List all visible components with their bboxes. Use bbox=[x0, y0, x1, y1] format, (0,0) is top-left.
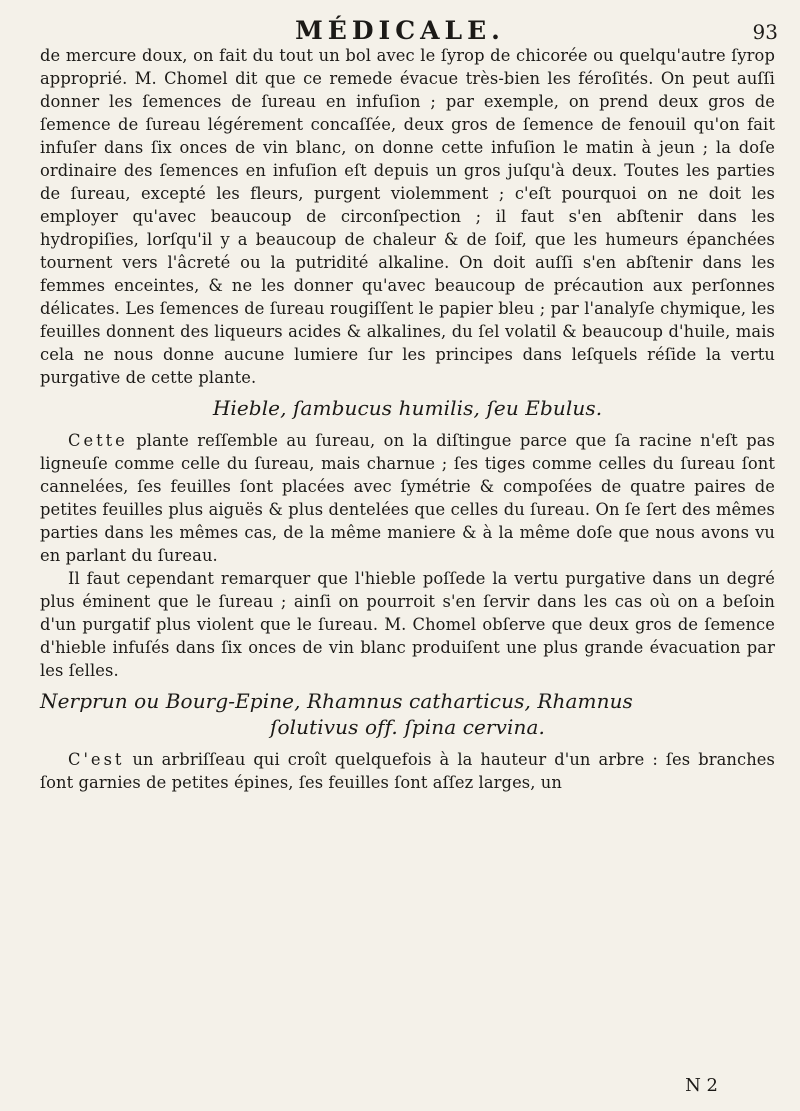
paragraph-body: un arbriſſeau qui croît quelquefois à la hauteur d'un arbre : ſes branches ſont garnies de petites épines, ſes feuilles ſont aſſez larges, un bbox=[40, 750, 775, 792]
paragraph-body: plante reſſemble au ſureau, on la diſtingue parce que ſa racine n'eſt pas ligneuſe comme celle du ſureau, mais charnue ; ſes tiges comme celles du ſureau ſont cannelées, ſes feuilles ſont placées avec ſymétrie & compoſées de quatre paires de petites feuilles plus aiguës & plus dentelées que celles du ſureau. On ſe ſert des mêmes parties dans les mêmes cas, de la même maniere & à la même doſe que nous avons vu en parlant du ſureau. bbox=[40, 431, 775, 565]
paragraph-nerprun-1 bbox=[40, 748, 775, 794]
section-heading-nerprun bbox=[40, 688, 775, 740]
running-title: MÉDICALE. bbox=[295, 16, 505, 45]
paragraph-hieble-1 bbox=[40, 429, 775, 567]
body-text bbox=[40, 44, 775, 794]
paragraph-hieble-2: Il faut cependant remarquer que l'hieble poſſede la vertu purgative dans un degré plus éminent que le ſureau ; ainſi on pourroit s'en ſervir dans les cas où on a beſoin d'un purgatif plus violent que le ſureau. M. Chomel obſerve que deux gros de ſemence d'hieble infuſés dans ſix onces de vin blanc produiſent une plus grande évacuation par les ſelles. bbox=[40, 569, 775, 680]
paragraph-lead: C'est bbox=[68, 750, 125, 769]
paragraph-continued: de mercure doux, on fait du tout un bol avec le ſyrop de chicorée ou quelqu'autre ſyrop approprié. M. Chomel dit que ce remede évacue très-bien les féroſités. On peut auſſi donner les ſemences de ſureau en infuſion ; par exemple, on prend deux gros de ſemence de ſureau légérement concaſſée, deux gros de ſemence de fenouil qu'on fait infuſer dans ſix onces de vin blanc, on donne cette infuſion le matin à jeun ; la doſe ordinaire des ſemences en infuſion eſt depuis un gros juſqu'à deux. Toutes les parties de ſureau, excepté les fleurs, purgent violemment ; c'eſt pourquoi on ne doit les employer qu'avec beaucoup de circonſpection ; il faut s'en abſtenir dans les hydropiſies, lorſqu'il y a beaucoup de chaleur & de ſoif, que les humeurs épanchées tournent vers l'âcreté ou la putridité alkaline. On doit auſſi s'en abſtenir dans les femmes enceintes, & ne les donner qu'avec beaucoup de précaution aux perſonnes délicates. Les ſemences de ſureau rougiſſent le papier bleu ; par l'analyſe chymique, les feuilles donnent des liqueurs acides & alkalines, du ſel volatil & beaucoup d'huile, mais cela ne nous donne aucune lumiere ſur les principes dans leſquels réſide la vertu purgative de cette plante. bbox=[40, 46, 775, 387]
heading-line-1: Nerprun ou Bourg-Epine, Rhamnus catharticus, Rhamnus bbox=[40, 689, 633, 713]
paragraph-lead: Cette bbox=[68, 431, 128, 450]
heading-line-2: ſolutivus off. ſpina cervina. bbox=[270, 715, 545, 739]
signature-mark: N 2 bbox=[685, 1075, 718, 1096]
section-heading-hieble: Hieble, ſambucus humilis, ſeu Ebulus. bbox=[212, 396, 603, 420]
page-number: 93 bbox=[752, 20, 778, 44]
